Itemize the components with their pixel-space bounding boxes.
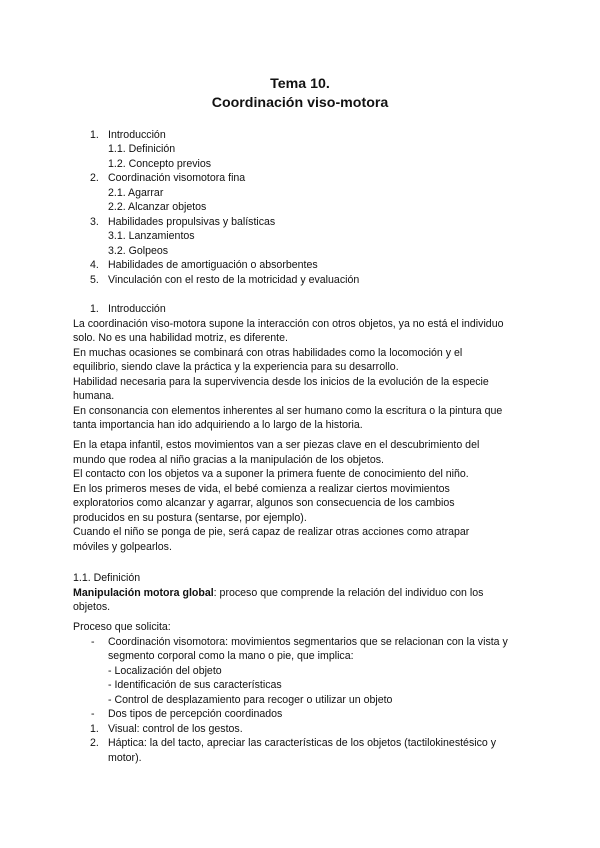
- text-line: móviles y golpearlos.: [73, 541, 172, 553]
- definition-text: : proceso que comprende la relación del individuo con los: [213, 587, 484, 599]
- toc-number: 3.: [90, 216, 99, 228]
- list-item: - Localización del objeto: [108, 665, 222, 677]
- toc-item: Habilidades de amortiguación o absorbentes: [108, 259, 318, 271]
- list-item: - Control de desplazamiento para recoger o utilizar un objeto: [108, 694, 393, 706]
- text-line: exploratorios como alcanzar y agarrar, algunos son consecuencia de los cambios: [73, 497, 455, 509]
- text-line: La coordinación viso-motora supone la interacción con otros objetos, ya no está el individuo: [73, 318, 504, 330]
- text-line: En los primeros meses de vida, el bebé comienza a realizar ciertos movimientos: [73, 483, 450, 495]
- toc-subitem: 2.1. Agarrar: [108, 187, 164, 199]
- toc-item: Habilidades propulsivas y balísticas: [108, 216, 276, 228]
- toc-item: Coordinación visomotora fina: [108, 172, 246, 184]
- definition-line: [73, 586, 483, 601]
- toc-subitem: 1.2. Concepto previos: [108, 158, 212, 170]
- list-item: Coordinación visomotora: movimientos segmentarios que se relacionan con la vista y: [108, 636, 508, 648]
- text-line: producidos en su postura (sentarse, por ejemplo).: [73, 512, 307, 524]
- text-line: Cuando el niño se ponga de pie, será capaz de realizar otras acciones como atrapar: [73, 526, 470, 538]
- definition-term: Manipulación motora global: [73, 587, 214, 599]
- toc-subitem: 3.1. Lanzamientos: [108, 230, 195, 242]
- toc-item: Introducción: [108, 129, 166, 141]
- section-heading: Introducción: [108, 303, 166, 315]
- list-item: Visual: control de los gestos.: [108, 723, 243, 735]
- toc-number: 4.: [90, 259, 99, 271]
- text-line: humana.: [73, 390, 115, 402]
- text-line: Habilidad necesaria para la supervivencia desde los inicios de la evolución de la especie: [73, 376, 489, 388]
- document-title: Tema 10.: [270, 76, 330, 92]
- subsection-heading: 1.1. Definición: [73, 572, 141, 584]
- toc-item: Vinculación con el resto de la motricidad y evaluación: [108, 274, 360, 286]
- toc-subitem: 2.2. Alcanzar objetos: [108, 201, 207, 213]
- section-number: 1.: [90, 303, 99, 315]
- toc-number: 1.: [90, 129, 99, 141]
- toc-number: 2.: [90, 172, 99, 184]
- text-line: El contacto con los objetos va a suponer la primera fuente de conocimiento del niño.: [73, 468, 469, 480]
- text-line: solo. No es una habilidad motriz, es diferente.: [73, 332, 288, 344]
- text-line: En muchas ocasiones se combinará con otras habilidades como la locomoción y el: [73, 347, 463, 359]
- text-line: Proceso que solicita:: [73, 621, 171, 633]
- list-item: - Identificación de sus características: [108, 679, 282, 691]
- list-marker: -: [91, 708, 95, 720]
- toc-subitem: 3.2. Golpeos: [108, 245, 169, 257]
- list-item: Dos tipos de percepción coordinados: [108, 708, 283, 720]
- toc-subitem: 1.1. Definición: [108, 143, 176, 155]
- list-item: Háptica: la del tacto, apreciar las características de los objetos (tactilokinestésico y: [108, 737, 497, 749]
- list-marker: 2.: [90, 737, 99, 749]
- list-marker: 1.: [90, 723, 99, 735]
- document-subtitle: Coordinación viso-motora: [211, 95, 389, 111]
- list-item: motor).: [108, 752, 142, 764]
- list-marker: -: [91, 636, 95, 648]
- text-line: mundo que rodea al niño gracias a la manipulación de los objetos.: [73, 454, 384, 466]
- text-line: tanta importancia han ido adquiriendo a lo largo de la historia.: [73, 419, 363, 431]
- text-line: En consonancia con elementos inherentes al ser humano como la escritura o la pintura que: [73, 405, 503, 417]
- text-line: En la etapa infantil, estos movimientos van a ser piezas clave en el descubrimiento del: [73, 439, 480, 451]
- text-line: objetos.: [73, 601, 111, 613]
- list-item: segmento corporal como la mano o pie, que implica:: [108, 650, 354, 662]
- toc-number: 5.: [90, 274, 99, 286]
- text-line: equilibrio, siendo clave la práctica y la experiencia para su desarrollo.: [73, 361, 399, 373]
